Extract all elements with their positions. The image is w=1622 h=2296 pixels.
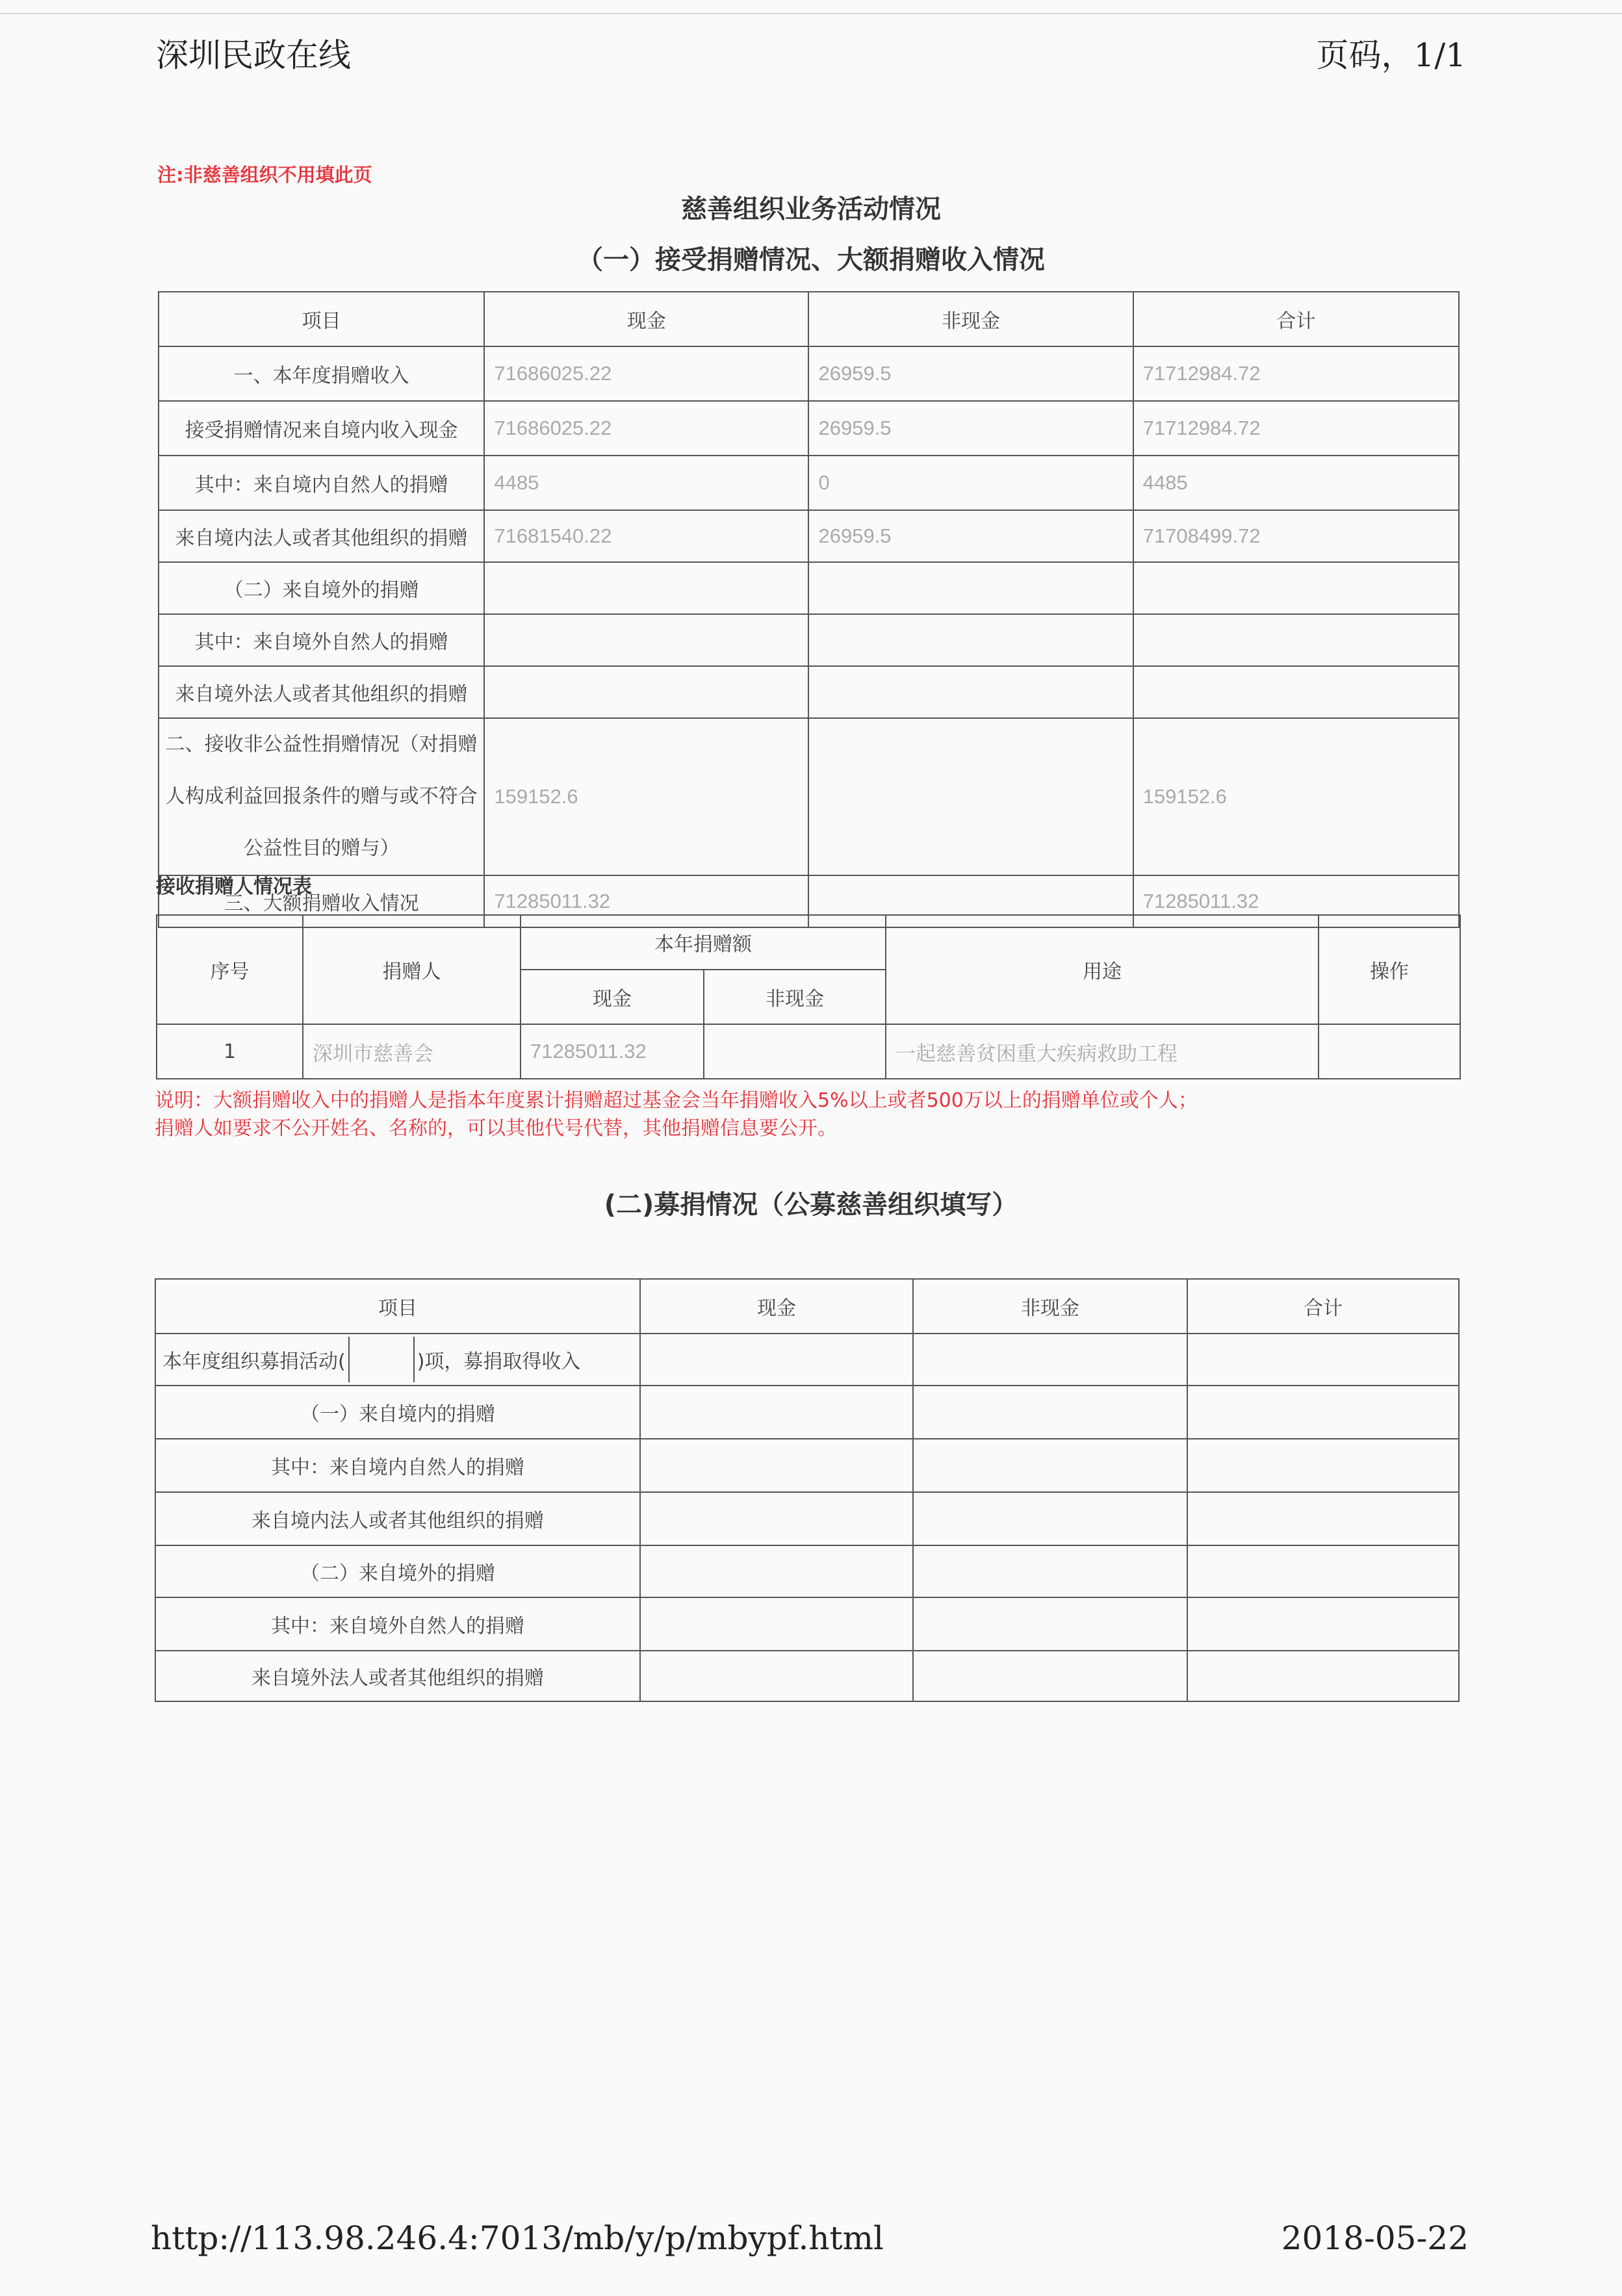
table-row <box>159 718 1459 875</box>
noncash-value <box>704 1024 886 1079</box>
fundraising-count-row <box>155 1334 640 1386</box>
total-value <box>1187 1334 1459 1386</box>
row-label-suffix: )项，募捐取得收入 <box>417 1350 581 1373</box>
table-header-row <box>157 915 1460 970</box>
donation-income-table <box>158 291 1460 928</box>
table-row <box>155 1545 1459 1597</box>
page-title: 慈善组织业务活动情况 <box>681 194 941 224</box>
purpose-value: 一起慈善贫困重大疾病救助工程 <box>886 1024 1319 1079</box>
header-seq: 序号 <box>157 915 303 1024</box>
table-row <box>159 510 1459 562</box>
total-value: 4485 <box>1133 456 1459 510</box>
noncash-value <box>808 666 1133 718</box>
cash-value: 71285011.32 <box>521 1024 704 1079</box>
row-label: 二、接收非公益性捐赠情况（对捐赠人构成利益回报条件的赠与或不符合公益性目的赠与） <box>159 718 484 875</box>
header-purpose: 用途 <box>886 915 1319 1024</box>
section2-title: (二)募捐情况（公募慈善组织填写） <box>604 1190 1018 1220</box>
fundraising-table <box>155 1278 1460 1702</box>
noncash-value <box>808 562 1133 614</box>
table-header-row <box>159 292 1459 346</box>
total-value <box>1133 562 1459 614</box>
header-amount: 本年捐赠额 <box>521 915 886 970</box>
header-item: 项目 <box>155 1279 640 1334</box>
cash-value <box>640 1545 913 1597</box>
cash-value <box>640 1334 913 1386</box>
cash-value: 71686025.22 <box>484 346 808 401</box>
row-label: 来自境外法人或者其他组织的捐赠 <box>159 666 484 718</box>
non-charity-note: 注:非慈善组织不用填此页 <box>157 164 372 186</box>
top-rule <box>0 13 1622 14</box>
activity-count-input[interactable] <box>348 1337 415 1382</box>
noncash-value <box>913 1545 1187 1597</box>
total-value <box>1187 1439 1459 1492</box>
print-date: 2018-05-22 <box>1281 2219 1469 2257</box>
total-value <box>1187 1597 1459 1651</box>
cash-value: 4485 <box>484 456 808 510</box>
cash-value: 159152.6 <box>484 718 808 875</box>
description-line-1: 说明：大额捐赠收入中的捐赠人是指本年度累计捐赠超过基金会当年捐赠收入5%以上或者500万以上的捐赠单位或个人； <box>155 1089 1198 1112</box>
header-noncash: 非现金 <box>913 1279 1187 1334</box>
total-value <box>1187 1545 1459 1597</box>
noncash-value: 0 <box>808 456 1133 510</box>
noncash-value <box>913 1439 1187 1492</box>
cash-value <box>484 614 808 666</box>
donor-name: 深圳市慈善会 <box>303 1024 521 1079</box>
table-row <box>159 456 1459 510</box>
noncash-value <box>913 1492 1187 1545</box>
noncash-value <box>913 1386 1187 1439</box>
cash-value <box>640 1597 913 1651</box>
noncash-value <box>913 1651 1187 1701</box>
cash-value <box>640 1651 913 1701</box>
row-label: 一、本年度捐赠收入 <box>159 346 484 401</box>
row-label: 来自境内法人或者其他组织的捐赠 <box>155 1492 640 1545</box>
row-label: 来自境内法人或者其他组织的捐赠 <box>159 510 484 562</box>
header-action: 操作 <box>1319 915 1460 1024</box>
donor-table-caption: 接收捐赠人情况表 <box>156 875 312 898</box>
noncash-value: 26959.5 <box>808 401 1133 456</box>
header-total: 合计 <box>1187 1279 1459 1334</box>
cash-value <box>640 1386 913 1439</box>
seq-value: 1 <box>157 1024 303 1079</box>
page-url: http://113.98.246.4:7013/mb/y/p/mbypf.html <box>151 2219 884 2257</box>
cash-value <box>484 562 808 614</box>
total-value: 71708499.72 <box>1133 510 1459 562</box>
table-row <box>155 1492 1459 1545</box>
row-label: 来自境外法人或者其他组织的捐赠 <box>155 1651 640 1701</box>
header-cash: 现金 <box>484 292 808 346</box>
noncash-value: 26959.5 <box>808 346 1133 401</box>
row-label: 其中：来自境内自然人的捐赠 <box>155 1439 640 1492</box>
cash-value <box>640 1492 913 1545</box>
cash-value <box>484 666 808 718</box>
total-value <box>1187 1386 1459 1439</box>
header-noncash: 非现金 <box>808 292 1133 346</box>
table-row <box>155 1597 1459 1651</box>
table-row <box>159 562 1459 614</box>
table-row <box>159 614 1459 666</box>
cash-value <box>640 1439 913 1492</box>
table-row <box>157 1024 1460 1079</box>
row-label: 其中：来自境内自然人的捐赠 <box>159 456 484 510</box>
header-item: 项目 <box>159 292 484 346</box>
row-label-prefix: 本年度组织募捐活动( <box>162 1350 346 1373</box>
cash-value: 71285011.32 <box>484 875 808 927</box>
table-row <box>159 346 1459 401</box>
total-value <box>1133 666 1459 718</box>
noncash-value <box>913 1334 1187 1386</box>
header-cash: 现金 <box>640 1279 913 1334</box>
noncash-value: 26959.5 <box>808 510 1133 562</box>
noncash-value <box>808 614 1133 666</box>
table-row <box>155 1386 1459 1439</box>
section1-title: （一）接受捐赠情况、大额捐赠收入情况 <box>577 245 1045 275</box>
noncash-value <box>808 718 1133 875</box>
total-value <box>1187 1492 1459 1545</box>
row-label: （二）来自境外的捐赠 <box>155 1545 640 1597</box>
total-value: 159152.6 <box>1133 718 1459 875</box>
description-line-2: 捐赠人如要求不公开姓名、名称的，可以其他代号代替，其他捐赠信息要公开。 <box>155 1117 837 1140</box>
table-row <box>159 666 1459 718</box>
header-donor: 捐赠人 <box>303 915 521 1024</box>
row-label: 其中：来自境外自然人的捐赠 <box>155 1597 640 1651</box>
row-label: 三、大额捐赠收入情况 <box>159 875 484 927</box>
noncash-value <box>913 1597 1187 1651</box>
row-label: （二）来自境外的捐赠 <box>159 562 484 614</box>
cash-value: 71686025.22 <box>484 401 808 456</box>
row-label: （一）来自境内的捐赠 <box>155 1386 640 1439</box>
total-value: 71712984.72 <box>1133 401 1459 456</box>
site-name: 深圳民政在线 <box>156 36 351 74</box>
header-noncash: 非现金 <box>704 970 886 1024</box>
cash-value: 71681540.22 <box>484 510 808 562</box>
donor-table <box>156 914 1461 1079</box>
table-row <box>155 1439 1459 1492</box>
table-row <box>155 1334 1459 1386</box>
header-total: 合计 <box>1133 292 1459 346</box>
table-row <box>155 1651 1459 1701</box>
row-label: 其中：来自境外自然人的捐赠 <box>159 614 484 666</box>
page-number: 页码，1/1 <box>1316 36 1466 74</box>
action-cell[interactable] <box>1319 1024 1460 1079</box>
row-label: 接受捐赠情况来自境内收入现金 <box>159 401 484 456</box>
header-cash: 现金 <box>521 970 704 1024</box>
table-header-row <box>155 1279 1459 1334</box>
total-value <box>1187 1651 1459 1701</box>
table-row <box>159 401 1459 456</box>
total-value: 71285011.32 <box>1133 875 1459 927</box>
total-value <box>1133 614 1459 666</box>
total-value: 71712984.72 <box>1133 346 1459 401</box>
